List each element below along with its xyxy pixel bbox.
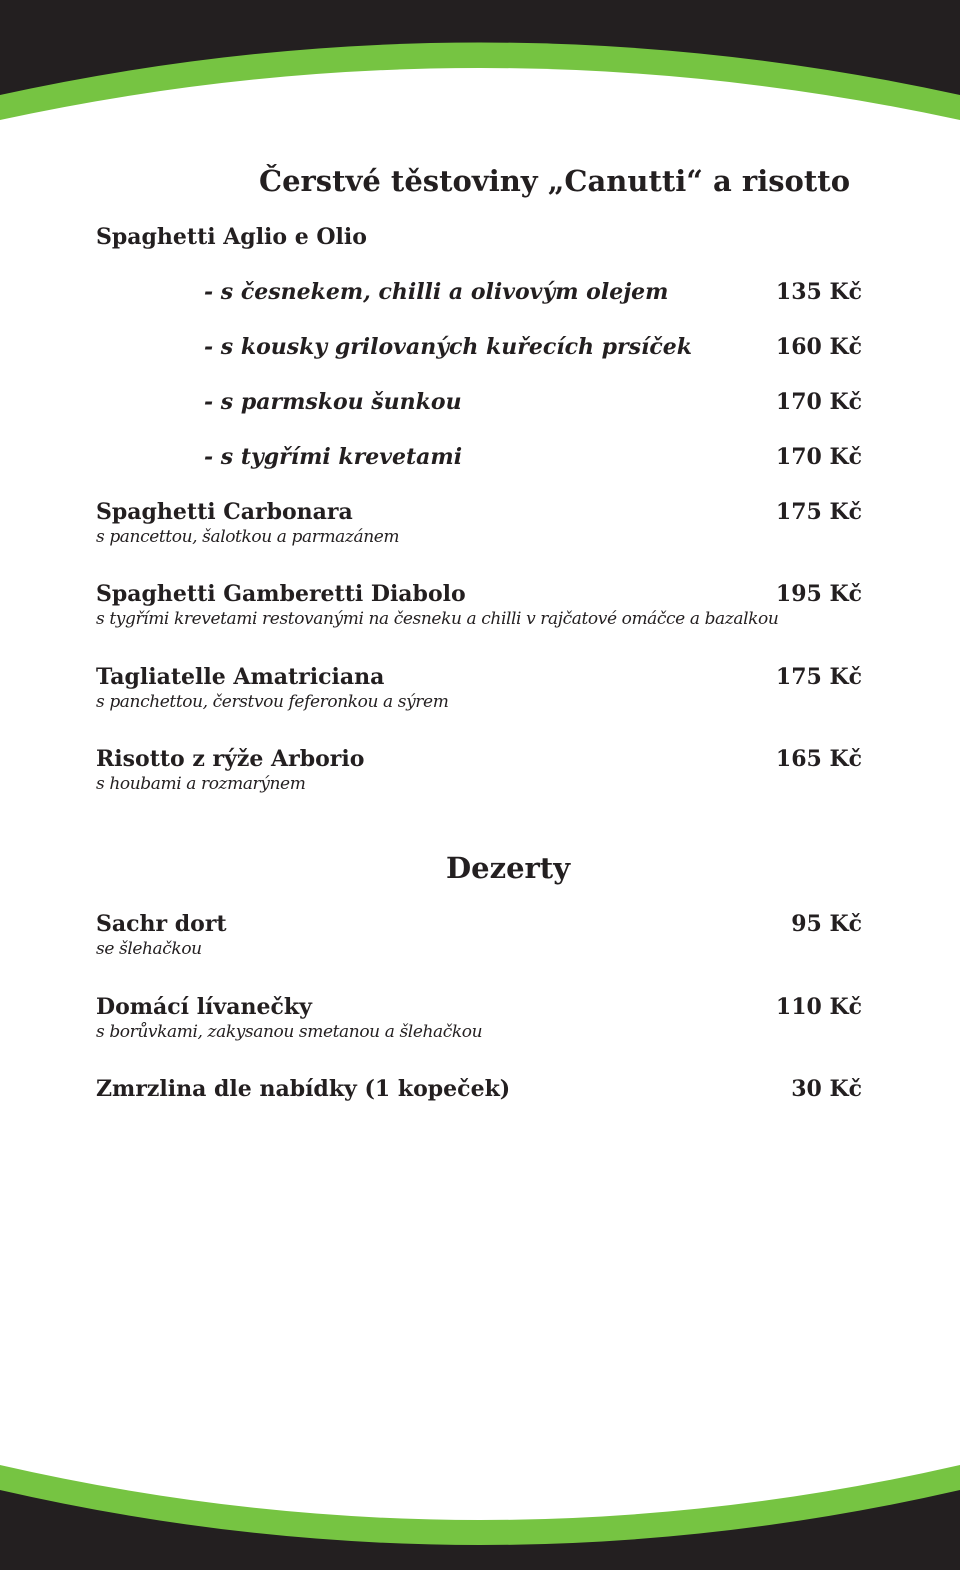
item-description: s tygřími krevetami restovanými na česneku a chilli v rajčatové omáčce a bazalkou xyxy=(96,609,779,629)
item-description: se šlehačkou xyxy=(96,939,202,959)
item-price: 175 Kč xyxy=(775,664,862,690)
item-price: 170 Kč xyxy=(775,389,862,415)
item-name: Risotto z rýže Arborio xyxy=(96,746,365,772)
item-price: 170 Kč xyxy=(775,444,862,470)
item-name: - s parmskou šunkou xyxy=(204,389,462,415)
item-description: s panchettou, čerstvou feferonkou a sýrem xyxy=(96,692,449,712)
item-price: 135 Kč xyxy=(775,279,862,305)
item-description: s borůvkami, zakysanou smetanou a šlehačkou xyxy=(96,1022,483,1042)
item-name: Spaghetti Gamberetti Diabolo xyxy=(96,581,466,607)
item-price: 30 Kč xyxy=(791,1076,862,1102)
section-title-desserts: Dezerty xyxy=(446,851,571,885)
item-name: - s česnekem, chilli a olivovým olejem xyxy=(204,279,669,305)
item-price: 95 Kč xyxy=(791,911,862,937)
item-name: Tagliatelle Amatriciana xyxy=(96,664,385,690)
section-title-pasta: Čerstvé těstoviny „Canutti“ a risotto xyxy=(259,164,851,198)
item-name: - s kousky grilovaných kuřecích prsíček xyxy=(204,334,693,360)
item-price: 175 Kč xyxy=(775,499,862,525)
item-description: s houbami a rozmarýnem xyxy=(96,774,306,794)
item-price: 110 Kč xyxy=(775,994,862,1020)
item-description: s pancettou, šalotkou a parmazánem xyxy=(96,527,400,547)
item-name: Spaghetti Carbonara xyxy=(96,499,353,525)
item-name: Domácí lívanečky xyxy=(96,994,312,1020)
bottom-decorative-band xyxy=(0,1450,960,1570)
top-decorative-band xyxy=(0,0,960,140)
item-name: - s tygřími krevetami xyxy=(204,444,463,470)
item-price: 195 Kč xyxy=(775,581,862,607)
item-price: 160 Kč xyxy=(775,334,862,360)
item-name: Sachr dort xyxy=(96,911,227,937)
item-name: Spaghetti Aglio e Olio xyxy=(96,224,367,250)
item-price: 165 Kč xyxy=(775,746,862,772)
item-name: Zmrzlina dle nabídky (1 kopeček) xyxy=(96,1076,511,1102)
